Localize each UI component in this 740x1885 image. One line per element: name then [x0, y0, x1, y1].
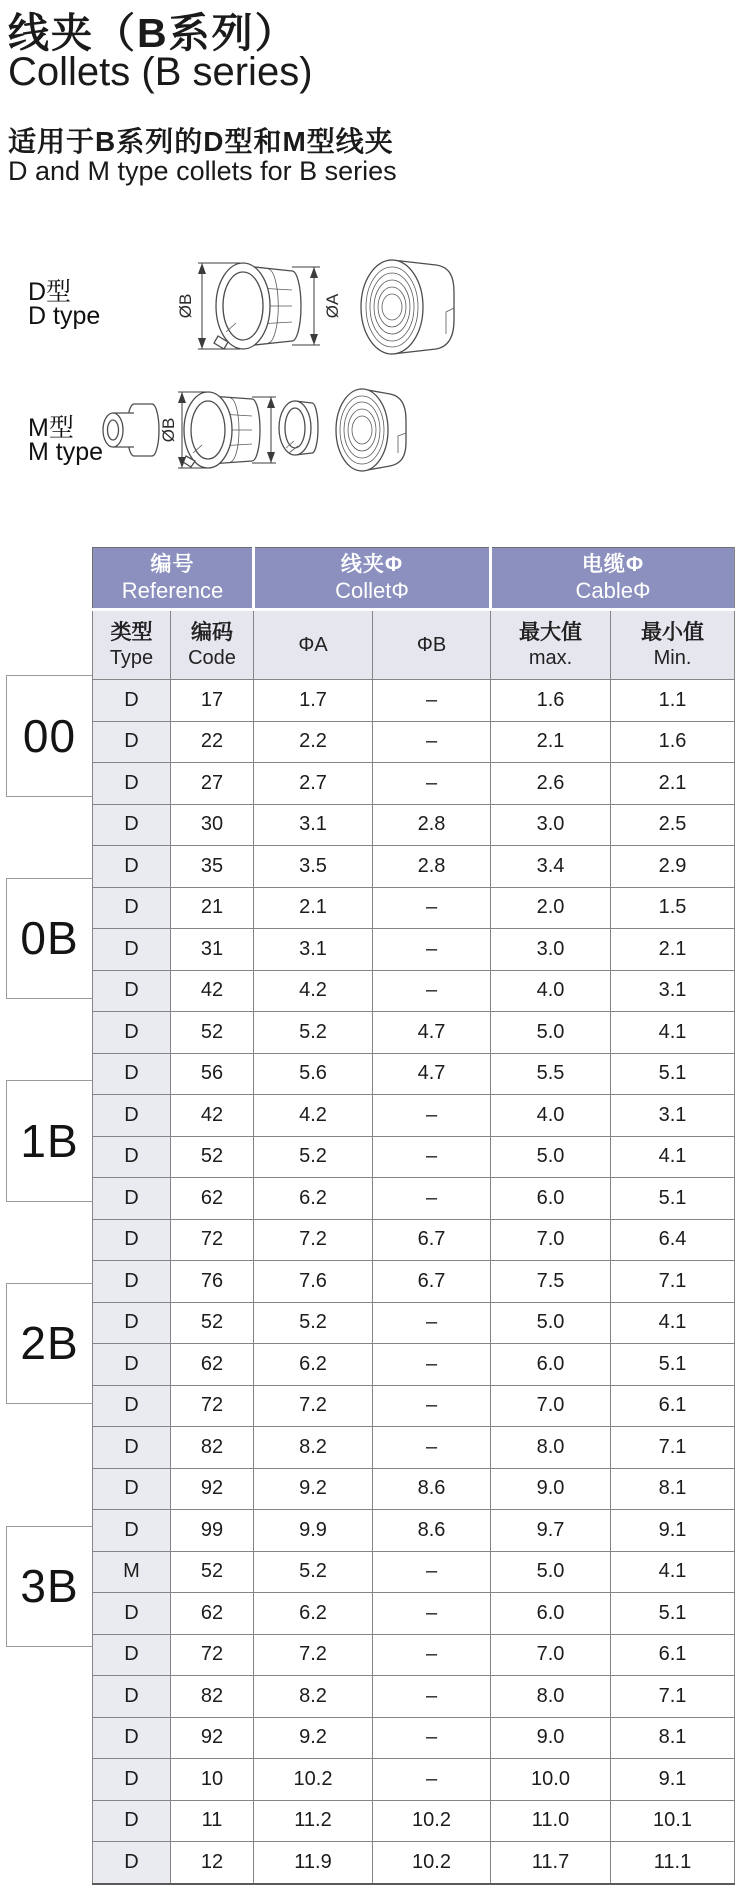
cell-phi-a: 3.1 — [254, 804, 373, 846]
cell-phi-a: 5.2 — [254, 1012, 373, 1054]
cell-phi-b: – — [373, 1427, 491, 1469]
cell-max: 10.0 — [491, 1759, 611, 1801]
cell-phi-a: 10.2 — [254, 1759, 373, 1801]
cell-max: 5.0 — [491, 1551, 611, 1593]
cell-phi-a: 4.2 — [254, 1095, 373, 1137]
table-row — [93, 1053, 735, 1095]
cell-code: 21 — [171, 887, 254, 929]
cell-max: 8.0 — [491, 1427, 611, 1469]
phi-b-label: ΦB — [416, 633, 447, 656]
table-row — [93, 970, 735, 1012]
cell-phi-b: – — [373, 721, 491, 763]
cell-code: 52 — [171, 1302, 254, 1344]
cell-code: 62 — [171, 1344, 254, 1386]
group-label-1B: 1B — [6, 1080, 92, 1202]
cell-code: 82 — [171, 1427, 254, 1469]
type-zh: 类型 — [110, 621, 153, 645]
ring-cap-face — [279, 401, 311, 455]
cell-min: 6.1 — [611, 1385, 735, 1427]
cell-max: 1.6 — [491, 680, 611, 722]
cell-code: 99 — [171, 1510, 254, 1552]
col-header-cable — [491, 548, 735, 610]
cell-min: 7.1 — [611, 1676, 735, 1718]
cell-code: 52 — [171, 1012, 254, 1054]
table-row — [93, 1842, 735, 1884]
table-row — [93, 1012, 735, 1054]
d-type-label-en: D type — [28, 302, 101, 330]
cell-type: D — [93, 970, 171, 1012]
spec-table — [92, 547, 735, 1885]
table-row — [93, 1385, 735, 1427]
table-row — [93, 1510, 735, 1552]
cell-phi-a: 7.2 — [254, 1634, 373, 1676]
m-dim-b-label: ØB — [159, 417, 178, 443]
cell-code: 52 — [171, 1136, 254, 1178]
cell-phi-b: 4.7 — [373, 1053, 491, 1095]
cell-min: 2.1 — [611, 929, 735, 971]
cell-max: 3.0 — [491, 929, 611, 971]
cell-phi-a: 2.1 — [254, 887, 373, 929]
cell-max: 2.0 — [491, 887, 611, 929]
table-row — [93, 1634, 735, 1676]
cell-max: 3.0 — [491, 804, 611, 846]
cell-code: 52 — [171, 1551, 254, 1593]
cell-code: 17 — [171, 680, 254, 722]
group-label-0B: 0B — [6, 878, 92, 1000]
ferrule-face — [103, 413, 123, 447]
group-label-2B: 2B — [6, 1283, 92, 1405]
cell-phi-b: – — [373, 1136, 491, 1178]
cell-phi-a: 2.2 — [254, 721, 373, 763]
cell-code: 11 — [171, 1800, 254, 1842]
cell-min: 7.1 — [611, 1427, 735, 1469]
cell-phi-b: – — [373, 1344, 491, 1386]
cell-type: D — [93, 1593, 171, 1635]
cell-min: 9.1 — [611, 1510, 735, 1552]
table-row — [93, 1593, 735, 1635]
col-header-type — [93, 610, 171, 680]
cell-phi-b: 2.8 — [373, 846, 491, 888]
table-row — [93, 1759, 735, 1801]
cell-phi-b: – — [373, 887, 491, 929]
cell-type: D — [93, 763, 171, 805]
cell-max: 9.0 — [491, 1468, 611, 1510]
cell-max: 7.0 — [491, 1219, 611, 1261]
cell-min: 1.5 — [611, 887, 735, 929]
cell-type: D — [93, 1427, 171, 1469]
cell-min: 2.5 — [611, 804, 735, 846]
cell-phi-a: 5.2 — [254, 1302, 373, 1344]
cell-phi-a: 5.6 — [254, 1053, 373, 1095]
cell-type: D — [93, 887, 171, 929]
max-en: max. — [528, 646, 573, 669]
cell-min: 7.1 — [611, 1261, 735, 1303]
cell-code: 42 — [171, 970, 254, 1012]
page-title-zh: 线夹（B系列） — [8, 10, 298, 56]
cell-type: D — [93, 1385, 171, 1427]
cell-type: M — [93, 1551, 171, 1593]
table-row — [93, 846, 735, 888]
cell-phi-a: 11.2 — [254, 1800, 373, 1842]
cell-code: 62 — [171, 1178, 254, 1220]
cell-phi-b: – — [373, 1759, 491, 1801]
collet-en: ColletΦ — [335, 578, 409, 604]
cell-max: 8.0 — [491, 1676, 611, 1718]
cell-type: D — [93, 680, 171, 722]
table-body — [93, 680, 735, 1884]
reference-zh: 编号 — [150, 553, 195, 577]
cell-type: D — [93, 1178, 171, 1220]
type-en: Type — [109, 646, 154, 669]
reference-en: Reference — [121, 578, 224, 604]
cell-code: 76 — [171, 1261, 254, 1303]
cell-max: 6.0 — [491, 1593, 611, 1635]
cell-code: 31 — [171, 929, 254, 971]
cell-min: 5.1 — [611, 1053, 735, 1095]
cell-min: 3.1 — [611, 970, 735, 1012]
cell-max: 2.6 — [491, 763, 611, 805]
cell-phi-b: – — [373, 763, 491, 805]
cell-code: 12 — [171, 1842, 254, 1884]
cell-code: 56 — [171, 1053, 254, 1095]
table-row — [93, 680, 735, 722]
cell-type: D — [93, 1302, 171, 1344]
table-row — [93, 1676, 735, 1718]
d-type-label-zh: D型 — [28, 278, 72, 306]
cell-max: 6.0 — [491, 1178, 611, 1220]
col-header-max — [491, 610, 611, 680]
cell-phi-a: 5.2 — [254, 1136, 373, 1178]
cell-phi-b: – — [373, 1634, 491, 1676]
cell-type: D — [93, 1800, 171, 1842]
cell-phi-b: 6.7 — [373, 1261, 491, 1303]
cell-max: 7.5 — [491, 1261, 611, 1303]
table-row — [93, 929, 735, 971]
cell-phi-b: 2.8 — [373, 804, 491, 846]
table-row — [93, 1800, 735, 1842]
cell-type: D — [93, 846, 171, 888]
table-row — [93, 1302, 735, 1344]
table-row — [93, 1717, 735, 1759]
cell-phi-a: 3.5 — [254, 846, 373, 888]
cell-min: 6.1 — [611, 1634, 735, 1676]
cell-phi-a: 8.2 — [254, 1427, 373, 1469]
max-zh: 最大值 — [519, 621, 583, 645]
cell-min: 8.1 — [611, 1717, 735, 1759]
table-header-row-1 — [93, 548, 735, 610]
table-header-row-2 — [93, 610, 735, 680]
group-label-3B: 3B — [6, 1526, 92, 1648]
cell-min: 2.1 — [611, 763, 735, 805]
cell-max: 9.0 — [491, 1717, 611, 1759]
table-row — [93, 887, 735, 929]
col-header-min — [611, 610, 735, 680]
min-en: Min. — [653, 646, 692, 669]
cell-phi-a: 7.2 — [254, 1385, 373, 1427]
table-row — [93, 1427, 735, 1469]
cell-max: 5.0 — [491, 1302, 611, 1344]
cell-phi-a: 6.2 — [254, 1344, 373, 1386]
cell-min: 5.1 — [611, 1344, 735, 1386]
m-type-label-zh: M型 — [28, 414, 74, 442]
cell-min: 4.1 — [611, 1012, 735, 1054]
cell-min: 5.1 — [611, 1178, 735, 1220]
cell-type: D — [93, 1219, 171, 1261]
table-row — [93, 1344, 735, 1386]
col-header-phi-a — [254, 610, 373, 680]
cell-max: 5.0 — [491, 1012, 611, 1054]
cell-type: D — [93, 1468, 171, 1510]
cell-phi-b: 10.2 — [373, 1842, 491, 1884]
cell-phi-a: 5.2 — [254, 1551, 373, 1593]
cell-type: D — [93, 1095, 171, 1137]
cell-code: 82 — [171, 1676, 254, 1718]
code-zh: 编码 — [191, 621, 233, 645]
cell-code: 72 — [171, 1634, 254, 1676]
cell-min: 11.1 — [611, 1842, 735, 1884]
cell-code: 72 — [171, 1385, 254, 1427]
col-header-phi-b — [373, 610, 491, 680]
cell-phi-b: – — [373, 1717, 491, 1759]
cell-min: 5.1 — [611, 1593, 735, 1635]
m-type-diagram — [90, 350, 520, 520]
cell-phi-b: 6.7 — [373, 1219, 491, 1261]
cell-phi-b: – — [373, 1178, 491, 1220]
table-row — [93, 1219, 735, 1261]
cell-type: D — [93, 1717, 171, 1759]
phi-a-label: ΦA — [298, 633, 328, 656]
cell-min: 1.6 — [611, 721, 735, 763]
cell-code: 35 — [171, 846, 254, 888]
table-row — [93, 1551, 735, 1593]
cell-phi-b: – — [373, 970, 491, 1012]
cell-type: D — [93, 1842, 171, 1884]
cell-max: 2.1 — [491, 721, 611, 763]
cell-phi-a: 9.2 — [254, 1717, 373, 1759]
cell-type: D — [93, 1344, 171, 1386]
table-row — [93, 721, 735, 763]
cell-phi-b: – — [373, 1385, 491, 1427]
cell-phi-a: 6.2 — [254, 1178, 373, 1220]
cell-max: 11.7 — [491, 1842, 611, 1884]
code-en: Code — [188, 646, 236, 669]
cell-min: 10.1 — [611, 1800, 735, 1842]
cell-max: 5.5 — [491, 1053, 611, 1095]
cell-code: 72 — [171, 1219, 254, 1261]
cell-max: 9.7 — [491, 1510, 611, 1552]
table-row — [93, 1178, 735, 1220]
cell-phi-b: – — [373, 1676, 491, 1718]
cell-phi-a: 1.7 — [254, 680, 373, 722]
cell-type: D — [93, 1510, 171, 1552]
cell-phi-b: 4.7 — [373, 1012, 491, 1054]
min-zh: 最小值 — [641, 621, 705, 645]
cell-min: 6.4 — [611, 1219, 735, 1261]
cell-phi-b: – — [373, 1593, 491, 1635]
cell-code: 92 — [171, 1468, 254, 1510]
cell-phi-b: 8.6 — [373, 1468, 491, 1510]
cell-min: 3.1 — [611, 1095, 735, 1137]
cell-phi-b: – — [373, 929, 491, 971]
cell-max: 11.0 — [491, 1800, 611, 1842]
cell-max: 6.0 — [491, 1344, 611, 1386]
cell-phi-a: 9.9 — [254, 1510, 373, 1552]
m-type-label-en: M type — [28, 438, 104, 466]
cell-code: 27 — [171, 763, 254, 805]
cell-phi-b: – — [373, 680, 491, 722]
cell-phi-a: 7.6 — [254, 1261, 373, 1303]
collet-zh: 线夹Φ — [340, 553, 404, 577]
cell-phi-b: 10.2 — [373, 1800, 491, 1842]
cell-type: D — [93, 1136, 171, 1178]
cell-type: D — [93, 1759, 171, 1801]
col-header-reference — [93, 548, 254, 610]
cell-type: D — [93, 721, 171, 763]
cell-max: 7.0 — [491, 1634, 611, 1676]
d-dim-b-label: ØB — [176, 293, 195, 319]
cell-type: D — [93, 1053, 171, 1095]
table-row — [93, 1136, 735, 1178]
cell-phi-b: – — [373, 1551, 491, 1593]
cell-min: 4.1 — [611, 1302, 735, 1344]
cell-min: 8.1 — [611, 1468, 735, 1510]
col-header-code — [171, 610, 254, 680]
cell-code: 10 — [171, 1759, 254, 1801]
collet-front-ring — [216, 263, 270, 349]
table-row — [93, 804, 735, 846]
cell-phi-a: 8.2 — [254, 1676, 373, 1718]
cell-phi-b: – — [373, 1302, 491, 1344]
group-label-00: 00 — [6, 675, 92, 797]
cell-phi-a: 4.2 — [254, 970, 373, 1012]
cell-phi-b: – — [373, 1095, 491, 1137]
cell-max: 3.4 — [491, 846, 611, 888]
cell-min: 4.1 — [611, 1136, 735, 1178]
cell-phi-a: 7.2 — [254, 1219, 373, 1261]
cell-min: 9.1 — [611, 1759, 735, 1801]
cable-en: CableΦ — [575, 578, 651, 604]
cell-type: D — [93, 1261, 171, 1303]
cell-type: D — [93, 1012, 171, 1054]
d-dim-a-label: ØA — [323, 293, 342, 319]
table-row — [93, 1468, 735, 1510]
cell-phi-a: 2.7 — [254, 763, 373, 805]
cell-phi-a: 9.2 — [254, 1468, 373, 1510]
cell-code: 62 — [171, 1593, 254, 1635]
cell-code: 22 — [171, 721, 254, 763]
table-row — [93, 763, 735, 805]
page-subtitle-en: D and M type collets for B series — [8, 156, 397, 186]
cell-code: 92 — [171, 1717, 254, 1759]
cable-zh: 电缆Φ — [581, 553, 645, 577]
cell-phi-a: 11.9 — [254, 1842, 373, 1884]
cell-phi-b: 8.6 — [373, 1510, 491, 1552]
cell-code: 42 — [171, 1095, 254, 1137]
col-header-collet — [254, 548, 491, 610]
page-title-en: Collets (B series) — [8, 50, 313, 94]
page-subtitle-zh: 适用于B系列的D型和M型线夹 — [8, 126, 394, 157]
cell-max: 5.0 — [491, 1136, 611, 1178]
cell-min: 4.1 — [611, 1551, 735, 1593]
cell-type: D — [93, 1676, 171, 1718]
table-row — [93, 1261, 735, 1303]
cell-type: D — [93, 1634, 171, 1676]
cell-type: D — [93, 929, 171, 971]
cell-min: 1.1 — [611, 680, 735, 722]
cell-max: 4.0 — [491, 1095, 611, 1137]
cell-max: 4.0 — [491, 970, 611, 1012]
cell-phi-a: 6.2 — [254, 1593, 373, 1635]
cell-type: D — [93, 804, 171, 846]
table-row — [93, 1095, 735, 1137]
cell-phi-a: 3.1 — [254, 929, 373, 971]
cell-min: 2.9 — [611, 846, 735, 888]
cell-max: 7.0 — [491, 1385, 611, 1427]
cell-code: 30 — [171, 804, 254, 846]
